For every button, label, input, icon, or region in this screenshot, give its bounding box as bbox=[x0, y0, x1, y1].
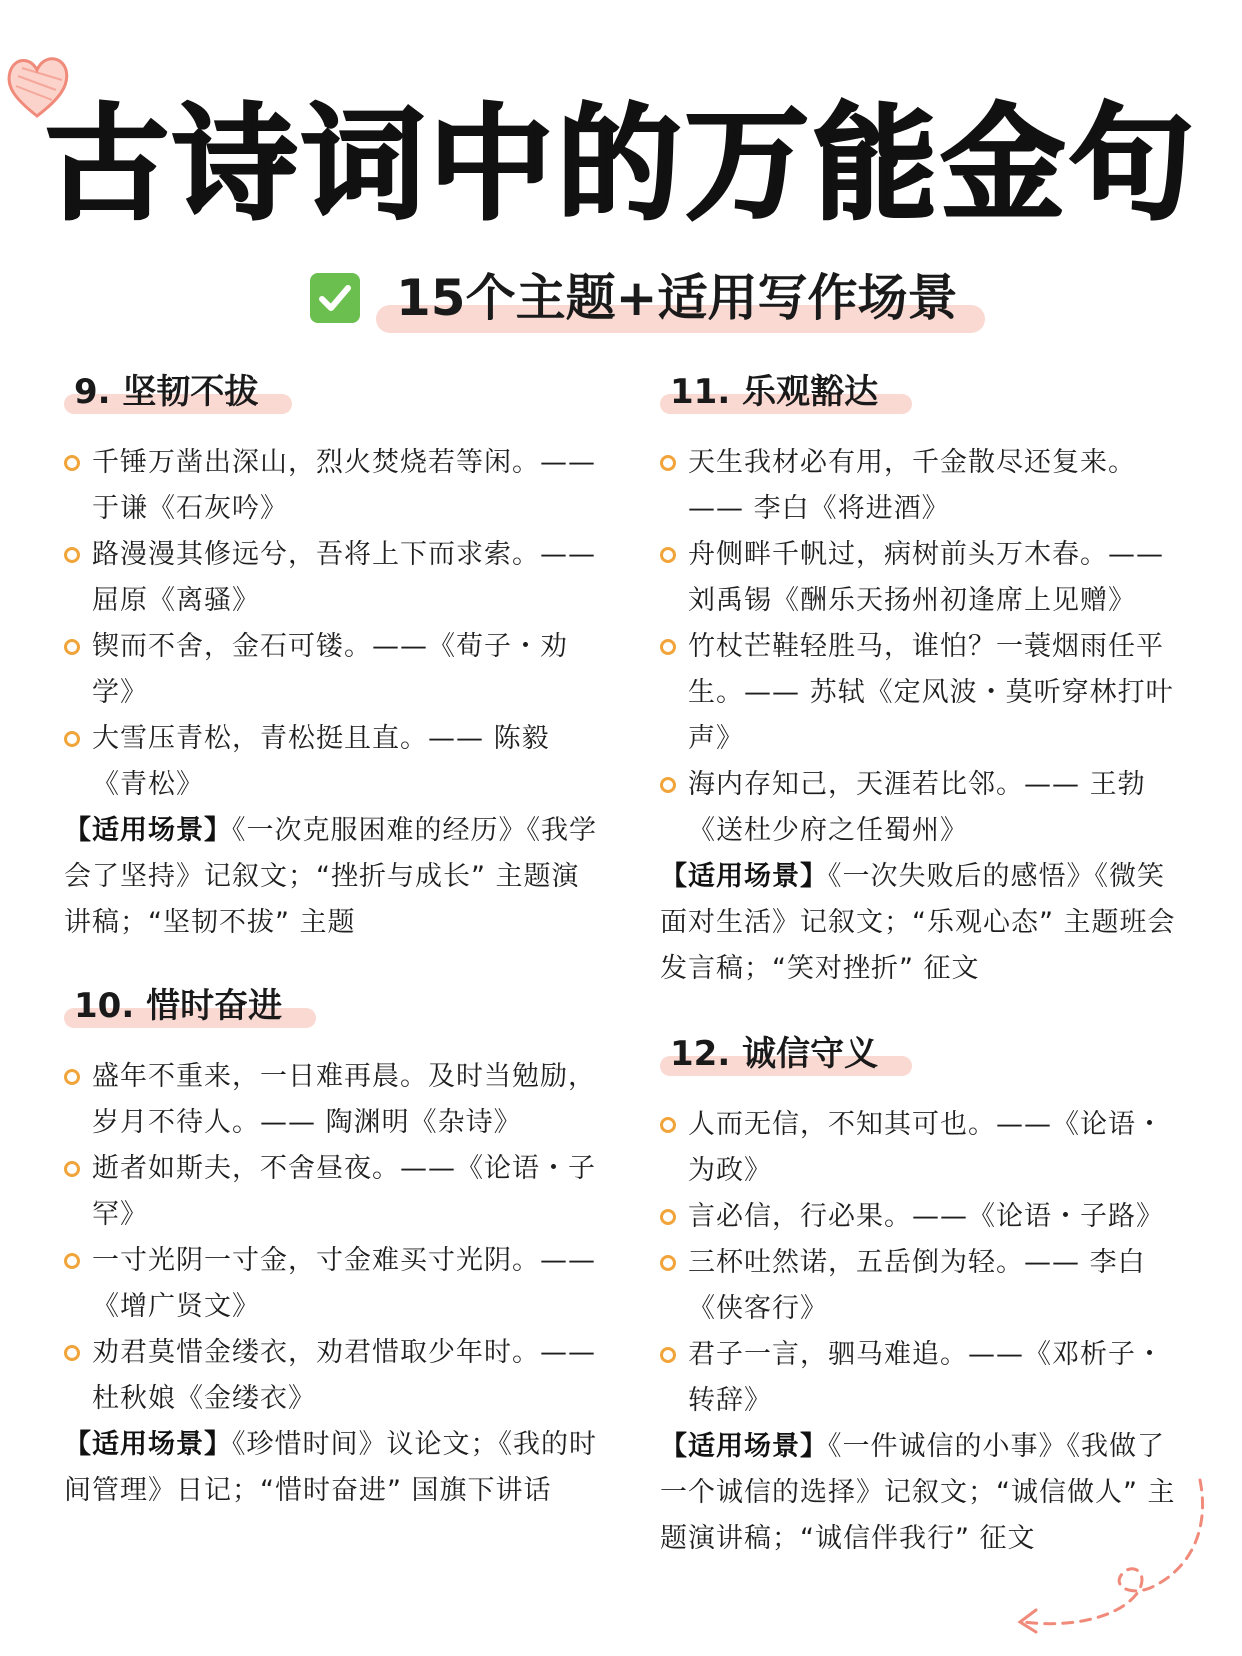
circle-bullet-icon bbox=[64, 1345, 80, 1361]
right-column bbox=[660, 368, 1180, 1562]
scene-label: 【适用场景】 bbox=[64, 1429, 232, 1460]
quote-item: 三杯吐然诺，五岳倒为轻。—— 李白《侠客行》 bbox=[660, 1240, 1180, 1332]
section-11 bbox=[660, 368, 1180, 992]
circle-bullet-icon bbox=[660, 547, 676, 563]
page-title: 古诗词中的万能金句 bbox=[44, 93, 1197, 237]
scene-text: 【适用场景】《一次克服困难的经历》《我学会了坚持》记叙文；“挫折与成长” 主题演讲稿；“坚韧不拔” 主题 bbox=[64, 815, 597, 938]
quote-item: 人而无信，不知其可也。——《论语・为政》 bbox=[660, 1102, 1180, 1194]
quote-list bbox=[660, 440, 1180, 854]
circle-bullet-icon bbox=[660, 1255, 676, 1271]
quote-item: 盛年不重来，一日难再晨。及时当勉励，岁月不待人。—— 陶渊明《杂诗》 bbox=[64, 1054, 604, 1146]
subtitle-row bbox=[310, 262, 957, 334]
scene-label: 【适用场景】 bbox=[64, 815, 232, 846]
quote-item: 锲而不舍，金石可镂。——《荀子・劝学》 bbox=[64, 624, 604, 716]
circle-bullet-icon bbox=[660, 777, 676, 793]
quote-item: 千锤万凿出深山，烈火焚烧若等闲。—— 于谦《石灰吟》 bbox=[64, 440, 604, 532]
circle-bullet-icon bbox=[64, 639, 80, 655]
quote-item: 大雪压青松，青松挺且直。—— 陈毅《青松》 bbox=[64, 716, 604, 808]
quote-item: 天生我材必有用，千金散尽还复来。—— 李白《将进酒》 bbox=[660, 440, 1180, 532]
section-heading: 11. 乐观豁达 bbox=[660, 368, 882, 416]
left-column bbox=[64, 368, 604, 1514]
quote-item: 竹杖芒鞋轻胜马，谁怕？一蓑烟雨任平生。—— 苏轼《定风波・莫听穿林打叶声》 bbox=[660, 624, 1180, 762]
scene-text: 【适用场景】《珍惜时间》议论文；《我的时间管理》日记；“惜时奋进” 国旗下讲话 bbox=[64, 1429, 597, 1506]
quote-item: 逝者如斯夫，不舍昼夜。——《论语・子罕》 bbox=[64, 1146, 604, 1238]
circle-bullet-icon bbox=[64, 455, 80, 471]
circle-bullet-icon bbox=[660, 455, 676, 471]
quote-item: 君子一言，驷马难追。——《邓析子・转辞》 bbox=[660, 1332, 1180, 1424]
circle-bullet-icon bbox=[64, 1069, 80, 1085]
section-heading: 12. 诚信守义 bbox=[660, 1030, 882, 1078]
circle-bullet-icon bbox=[64, 547, 80, 563]
scene-label: 【适用场景】 bbox=[660, 1431, 828, 1462]
subtitle-wrap bbox=[396, 267, 957, 329]
quote-item: 劝君莫惜金缕衣，劝君惜取少年时。—— 杜秋娘《金缕衣》 bbox=[64, 1330, 604, 1422]
quote-list bbox=[64, 440, 604, 808]
subtitle: 15个主题+适用写作场景 bbox=[396, 269, 958, 327]
section-heading: 9. 坚韧不拔 bbox=[64, 368, 262, 416]
quote-list bbox=[660, 1102, 1180, 1424]
quote-list bbox=[64, 1054, 604, 1422]
section-10 bbox=[64, 982, 604, 1514]
circle-bullet-icon bbox=[660, 1347, 676, 1363]
scene-text: 【适用场景】《一次失败后的感悟》《微笑面对生活》记叙文；“乐观心态” 主题班会发言稿；“笑对挫折” 征文 bbox=[660, 861, 1176, 984]
scene-text: 【适用场景】《一件诚信的小事》《我做了一个诚信的选择》记叙文；“诚信做人” 主题演讲稿；“诚信伴我行” 征文 bbox=[660, 1431, 1176, 1554]
dashed-arrow-icon bbox=[1000, 1470, 1220, 1640]
check-box-icon bbox=[310, 273, 360, 323]
quote-item: 舟侧畔千帆过，病树前头万木春。—— 刘禹锡《酬乐天扬州初逢席上见赠》 bbox=[660, 532, 1180, 624]
section-9 bbox=[64, 368, 604, 946]
quote-item: 海内存知己，天涯若比邻。—— 王勃《送杜少府之任蜀州》 bbox=[660, 762, 1180, 854]
quote-item: 路漫漫其修远兮，吾将上下而求索。—— 屈原《离骚》 bbox=[64, 532, 604, 624]
circle-bullet-icon bbox=[64, 1161, 80, 1177]
circle-bullet-icon bbox=[660, 1117, 676, 1133]
circle-bullet-icon bbox=[64, 731, 80, 747]
quote-item: 言必信，行必果。——《论语・子路》 bbox=[660, 1194, 1180, 1240]
circle-bullet-icon bbox=[64, 1253, 80, 1269]
circle-bullet-icon bbox=[660, 1209, 676, 1225]
scene-label: 【适用场景】 bbox=[660, 861, 828, 892]
circle-bullet-icon bbox=[660, 639, 676, 655]
section-heading: 10. 惜时奋进 bbox=[64, 982, 286, 1030]
quote-item: 一寸光阴一寸金，寸金难买寸光阴。——《增广贤文》 bbox=[64, 1238, 604, 1330]
